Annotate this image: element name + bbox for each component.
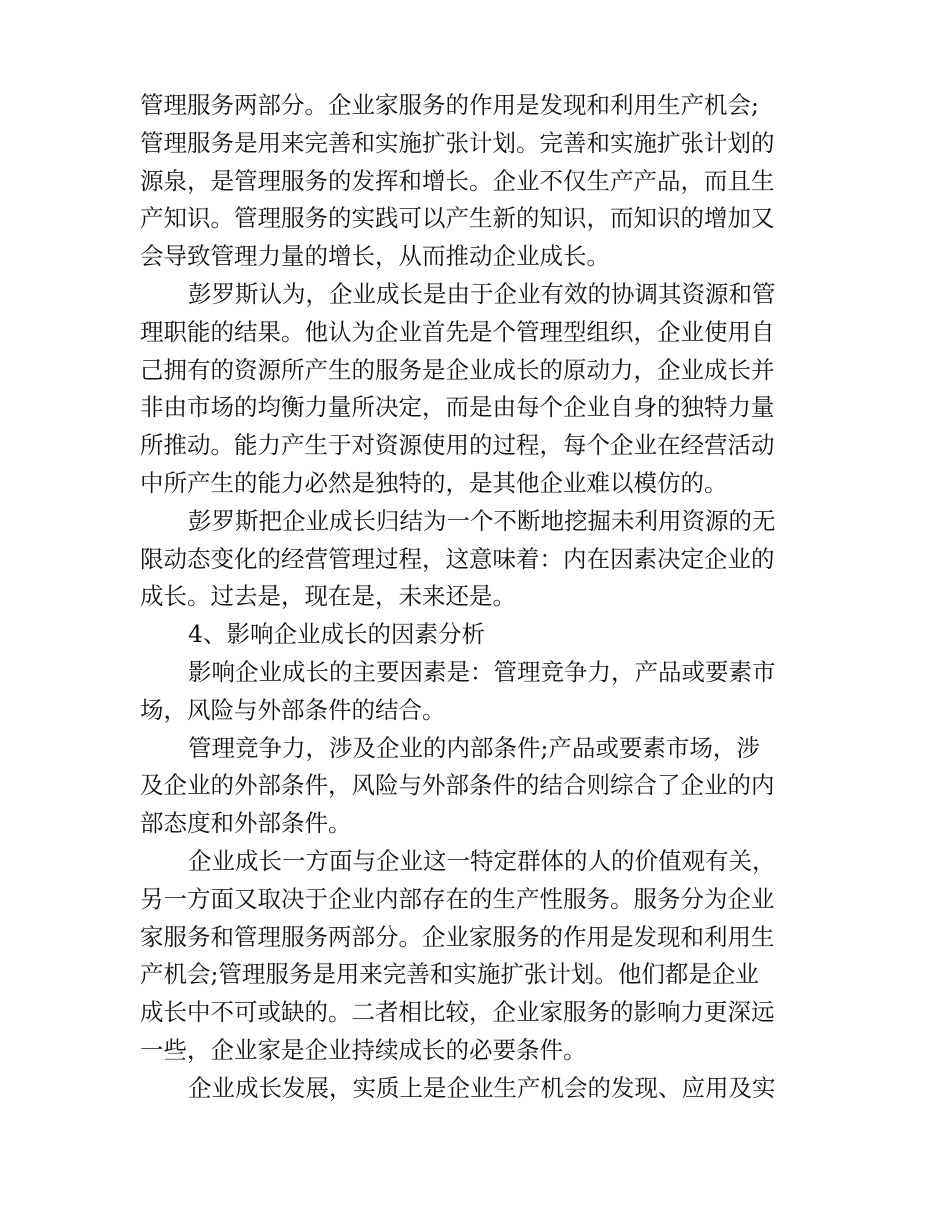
text-line: 管理服务是用来完善和实施扩张计划。完善和实施扩张计划的 (140, 128, 775, 157)
text-line: 一些，企业家是企业持续成长的必要条件。 (140, 1035, 587, 1064)
paragraph-start-line: 彭罗斯把企业成长归结为一个不断地挖掘未利用资源的无 (188, 506, 776, 535)
text-line: 成长。过去是，现在是，未来还是。 (140, 582, 516, 611)
document-page (140, 87, 812, 1108)
text-line: 非由市场的均衡力量所决定，而是由每个企业自身的独特力量 (140, 393, 775, 422)
text-line: 产机会;管理服务是用来完善和实施扩张计划。他们都是企业 (140, 960, 759, 989)
text-line: 源泉，是管理服务的发挥和增长。企业不仅生产产品，而且生 (140, 166, 775, 195)
text-line: 家服务和管理服务两部分。企业家服务的作用是发现和利用生 (140, 922, 775, 951)
text-line: 管理服务两部分。企业家服务的作用是发现和利用生产机会; (140, 91, 759, 119)
paragraph-start-line: 企业成长发展，实质上是企业生产机会的发现、应用及实 (188, 1073, 776, 1102)
text-line: 产知识。管理服务的实践可以产生新的知识，而知识的增加又 (140, 204, 775, 233)
paragraph-start-line: 管理竞争力，涉及企业的内部条件;产品或要素市场，涉 (188, 733, 760, 762)
text-line: 所推动。能力产生于对资源使用的过程，每个企业在经营活动 (140, 431, 775, 460)
paragraph-start-line: 彭罗斯认为，企业成长是由于企业有效的协调其资源和管 (188, 279, 776, 308)
paragraph-start-line: 影响企业成长的主要因素是：管理竞争力，产品或要素市 (188, 657, 776, 686)
text-line: 己拥有的资源所产生的服务是企业成长的原动力，企业成长并 (140, 355, 775, 384)
text-line: 另一方面又取决于企业内部存在的生产性服务。服务分为企业 (140, 884, 775, 913)
text-line: 会导致管理力量的增长，从而推动企业成长。 (140, 242, 610, 271)
text-line: 中所产生的能力必然是独特的，是其他企业难以模仿的。 (140, 468, 728, 497)
text-line: 部态度和外部条件。 (140, 809, 352, 838)
text-line: 场，风险与外部条件的结合。 (140, 695, 446, 724)
text-line: 理职能的结果。他认为企业首先是个管理型组织，企业使用自 (140, 317, 775, 346)
text-line: 及企业的外部条件，风险与外部条件的结合则综合了企业的内 (140, 771, 775, 800)
text-line: 成长中不可或缺的。二者相比较，企业家服务的影响力更深远 (140, 998, 775, 1027)
text-line: 限动态变化的经营管理过程，这意味着：内在因素决定企业的 (140, 544, 775, 573)
paragraph-start-line: 企业成长一方面与企业这一特定群体的人的价值观有关， (188, 846, 776, 875)
section-heading: 4、影响企业成长的因素分析 (188, 620, 485, 649)
